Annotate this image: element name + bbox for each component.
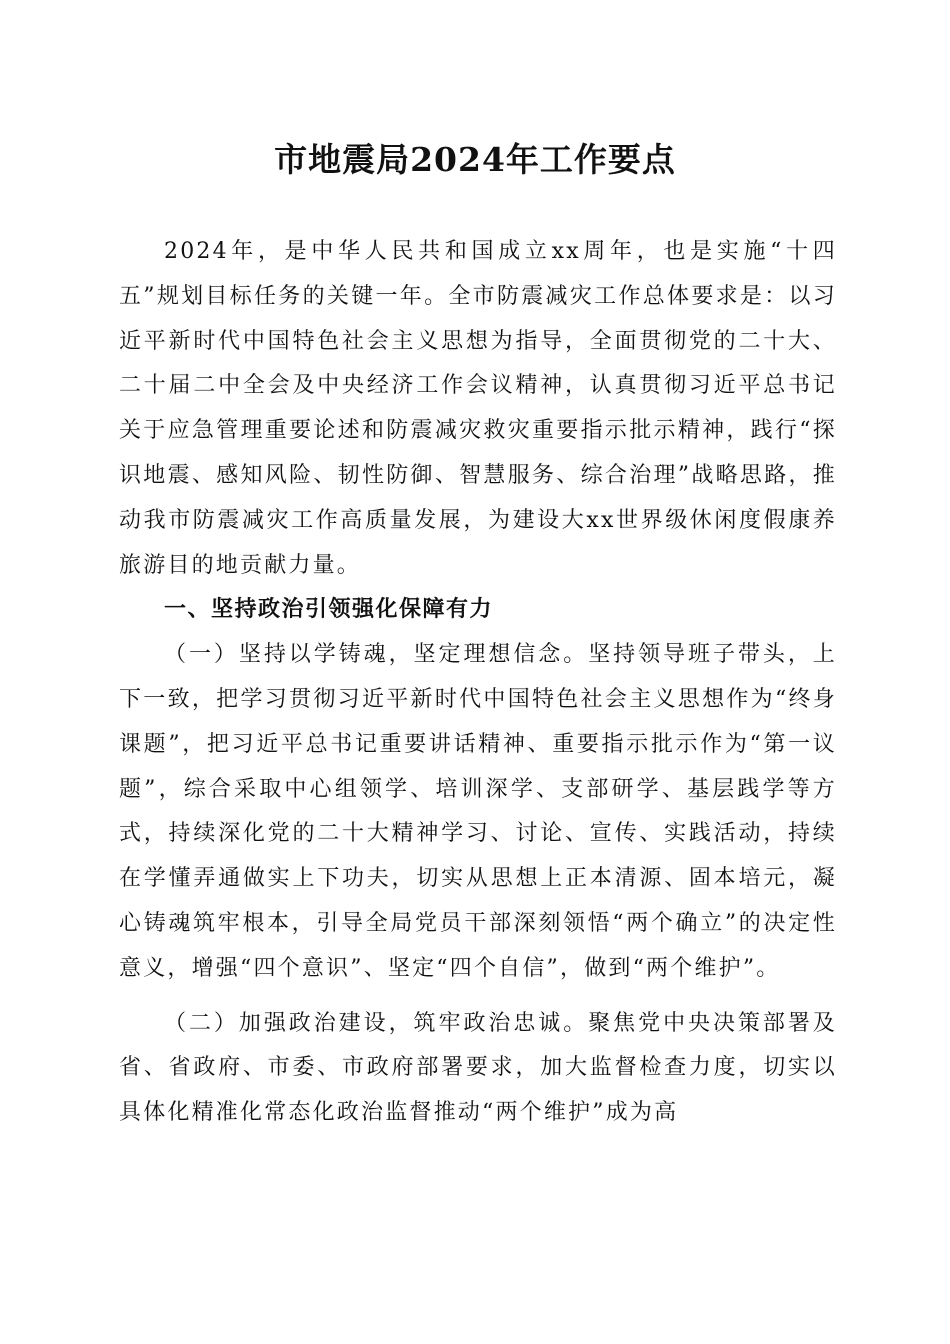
subsection-paragraph-1: （一）坚持以学铸魂，坚定理想信念。坚持领导班子带头，上下一致，把学习贯彻习近平新时代中国特色社会主义思想作为“终身课题”，把习近平总书记重要讲话精神、重要指示批示作为“第一议题”，综合采取中心组领学、培训深学、支部研学、基层践学等方式，持续深化党的二十大精神学习、讨论、宣传、实践活动，持续在学懂弄通做实上下功夫，切实从思想上正本清源、固本培元，凝心铸魂筑牢根本，引导全局党员干部深刻领悟“两个确立”的决定性意义，增强“四个意识”、坚定“四个自信”，做到“两个维护”。 — [119, 642, 837, 981]
intro-paragraph: 2024年，是中华人民共和国成立xx周年，也是实施“十四五”规划目标任务的关键一年。全市防震减灾工作总体要求是：以习近平新时代中国特色社会主义思想为指导，全面贯彻党的二十大、二十届二中全会及中央经济工作会议精神，认真贯彻习近平总书记关于应急管理重要论述和防震减灾救灾重要指示批示精神，践行“探识地震、感知风险、韧性防御、智慧服务、综合治理”战略思路，推动我市防震减灾工作高质量发展，为建设大xx世界级休闲度假康养旅游目的地贡献力量。 — [119, 239, 837, 578]
subsection-paragraph-2: （二）加强政治建设，筑牢政治忠诚。聚焦党中央决策部署及省、省政府、市委、市政府部署要求，加大监督检查力度，切实以具体化精准化常态化政治监督推动“两个维护”成为高 — [119, 1010, 837, 1126]
section-heading-1: 一、坚持政治引领强化保障有力 — [164, 597, 494, 623]
document-body — [119, 230, 837, 1136]
document-title: 市地震局2024年工作要点 — [274, 140, 676, 179]
